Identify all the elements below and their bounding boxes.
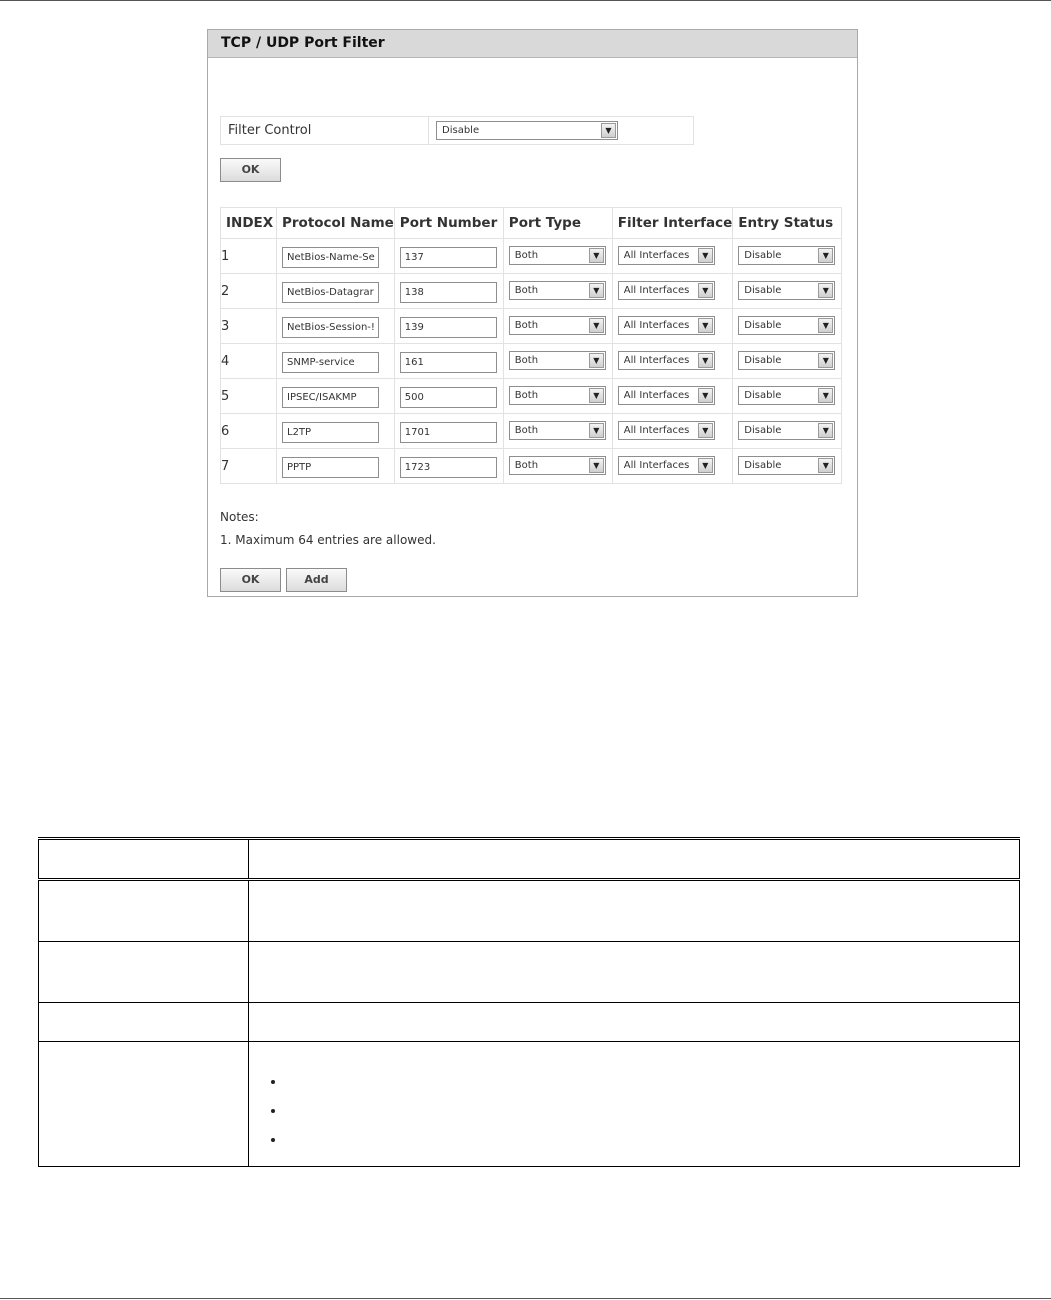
chevron-down-icon: ▼ — [698, 318, 713, 333]
filter-interface-value: All Interfaces — [623, 355, 690, 366]
chevron-down-icon: ▼ — [601, 123, 616, 138]
port-type-value: Both — [514, 285, 539, 296]
table-row — [221, 344, 842, 379]
filter-interface-select[interactable] — [618, 316, 715, 335]
filter-interface-select[interactable] — [618, 386, 715, 405]
protocol-name-input[interactable]: NetBios-Session-! — [282, 317, 379, 338]
filter-interface-select[interactable] — [618, 246, 715, 265]
table-row — [221, 414, 842, 449]
port-type-select[interactable] — [509, 386, 606, 405]
table-row — [221, 449, 842, 484]
entry-status-value: Disable — [744, 390, 782, 401]
bullet-icon — [285, 1103, 1019, 1132]
chevron-down-icon: ▼ — [698, 283, 713, 298]
entry-status-value: Disable — [744, 320, 782, 331]
filter-interface-select[interactable] — [618, 281, 715, 300]
port-type-select[interactable] — [509, 456, 606, 475]
bullet-icon — [285, 1132, 1019, 1161]
ok-button-top[interactable]: OK — [220, 158, 281, 182]
chevron-down-icon: ▼ — [818, 458, 833, 473]
entry-status-value: Disable — [744, 285, 782, 296]
chevron-down-icon: ▼ — [589, 423, 604, 438]
protocol-name-input[interactable]: NetBios-Name-Se — [282, 247, 379, 268]
panel-title: TCP / UDP Port Filter — [208, 30, 857, 58]
port-number-input[interactable]: 137 — [400, 247, 497, 268]
filter-interface-value: All Interfaces — [623, 320, 690, 331]
doc-header-row — [39, 839, 1020, 880]
row-index: 7 — [221, 449, 277, 484]
chevron-down-icon: ▼ — [589, 353, 604, 368]
port-filter-table — [220, 207, 842, 484]
filter-control-value: Disable — [442, 125, 480, 136]
port-filter-panel — [207, 29, 858, 597]
entry-status-select[interactable] — [738, 456, 835, 475]
ok-button-bottom[interactable]: OK — [220, 568, 281, 592]
description-table — [38, 837, 1020, 1167]
filter-control-row — [220, 116, 694, 145]
chevron-down-icon: ▼ — [589, 458, 604, 473]
doc-row — [39, 1003, 1020, 1042]
protocol-name-input[interactable]: PPTP — [282, 457, 379, 478]
chevron-down-icon: ▼ — [698, 388, 713, 403]
port-type-value: Both — [514, 320, 539, 331]
protocol-name-input[interactable]: SNMP-service — [282, 352, 379, 373]
chevron-down-icon: ▼ — [818, 388, 833, 403]
entry-status-select[interactable] — [738, 351, 835, 370]
port-type-select[interactable] — [509, 316, 606, 335]
row-index: 6 — [221, 414, 277, 449]
chevron-down-icon: ▼ — [818, 318, 833, 333]
port-number-input[interactable]: 1701 — [400, 422, 497, 443]
table-row — [221, 309, 842, 344]
chevron-down-icon: ▼ — [698, 248, 713, 263]
port-type-select[interactable] — [509, 351, 606, 370]
chevron-down-icon: ▼ — [589, 318, 604, 333]
entry-status-select[interactable] — [738, 421, 835, 440]
port-type-value: Both — [514, 250, 539, 261]
filter-interface-value: All Interfaces — [623, 390, 690, 401]
port-number-input[interactable]: 161 — [400, 352, 497, 373]
port-type-select[interactable] — [509, 246, 606, 265]
notes-item: 1. Maximum 64 entries are allowed. — [220, 533, 436, 547]
port-number-input[interactable]: 1723 — [400, 457, 497, 478]
filter-control-select[interactable] — [436, 121, 618, 140]
port-type-value: Both — [514, 390, 539, 401]
row-index: 2 — [221, 274, 277, 309]
chevron-down-icon: ▼ — [818, 283, 833, 298]
col-protocol-name: Protocol Name — [277, 208, 395, 239]
filter-interface-value: All Interfaces — [623, 460, 690, 471]
entry-status-select[interactable] — [738, 246, 835, 265]
add-button[interactable]: Add — [286, 568, 347, 592]
filter-interface-value: All Interfaces — [623, 285, 690, 296]
protocol-name-input[interactable]: NetBios-Datagrar — [282, 282, 379, 303]
port-type-value: Both — [514, 355, 539, 366]
entry-status-value: Disable — [744, 355, 782, 366]
col-entry-status: Entry Status — [733, 208, 842, 239]
port-number-input[interactable]: 138 — [400, 282, 497, 303]
chevron-down-icon: ▼ — [698, 423, 713, 438]
filter-control-label: Filter Control — [221, 117, 429, 144]
doc-header-cell-2 — [249, 839, 1020, 880]
doc-row — [39, 942, 1020, 1003]
port-type-value: Both — [514, 460, 539, 471]
filter-interface-select[interactable] — [618, 456, 715, 475]
page-top-rule — [0, 0, 1051, 1]
port-type-select[interactable] — [509, 281, 606, 300]
bullet-icon — [285, 1074, 1019, 1103]
chevron-down-icon: ▼ — [589, 388, 604, 403]
port-type-select[interactable] — [509, 421, 606, 440]
chevron-down-icon: ▼ — [698, 353, 713, 368]
entry-status-value: Disable — [744, 250, 782, 261]
protocol-name-input[interactable]: IPSEC/ISAKMP — [282, 387, 379, 408]
chevron-down-icon: ▼ — [818, 423, 833, 438]
doc-row — [39, 880, 1020, 942]
row-index: 3 — [221, 309, 277, 344]
chevron-down-icon: ▼ — [589, 283, 604, 298]
doc-row — [39, 1042, 1020, 1167]
chevron-down-icon: ▼ — [698, 458, 713, 473]
row-index: 4 — [221, 344, 277, 379]
col-index: INDEX — [221, 208, 277, 239]
port-number-input[interactable]: 500 — [400, 387, 497, 408]
filter-interface-select[interactable] — [618, 351, 715, 370]
table-row — [221, 274, 842, 309]
chevron-down-icon: ▼ — [589, 248, 604, 263]
entry-status-select[interactable] — [738, 386, 835, 405]
notes-title: Notes: — [220, 510, 259, 524]
chevron-down-icon: ▼ — [818, 353, 833, 368]
filter-interface-value: All Interfaces — [623, 425, 690, 436]
col-port-number: Port Number — [394, 208, 503, 239]
row-index: 1 — [221, 239, 277, 274]
row-index: 5 — [221, 379, 277, 414]
filter-interface-value: All Interfaces — [623, 250, 690, 261]
filter-interface-select[interactable] — [618, 421, 715, 440]
col-filter-interface: Filter Interface — [612, 208, 733, 239]
table-row — [221, 239, 842, 274]
table-header-row — [221, 208, 842, 239]
port-number-input[interactable]: 139 — [400, 317, 497, 338]
bullet-list — [249, 1074, 1019, 1161]
port-type-value: Both — [514, 425, 539, 436]
table-row — [221, 379, 842, 414]
chevron-down-icon: ▼ — [818, 248, 833, 263]
page-bottom-rule — [0, 1298, 1051, 1299]
doc-header-cell-1 — [39, 839, 249, 880]
protocol-name-input[interactable]: L2TP — [282, 422, 379, 443]
entry-status-select[interactable] — [738, 281, 835, 300]
entry-status-value: Disable — [744, 425, 782, 436]
entry-status-select[interactable] — [738, 316, 835, 335]
entry-status-value: Disable — [744, 460, 782, 471]
col-port-type: Port Type — [503, 208, 612, 239]
